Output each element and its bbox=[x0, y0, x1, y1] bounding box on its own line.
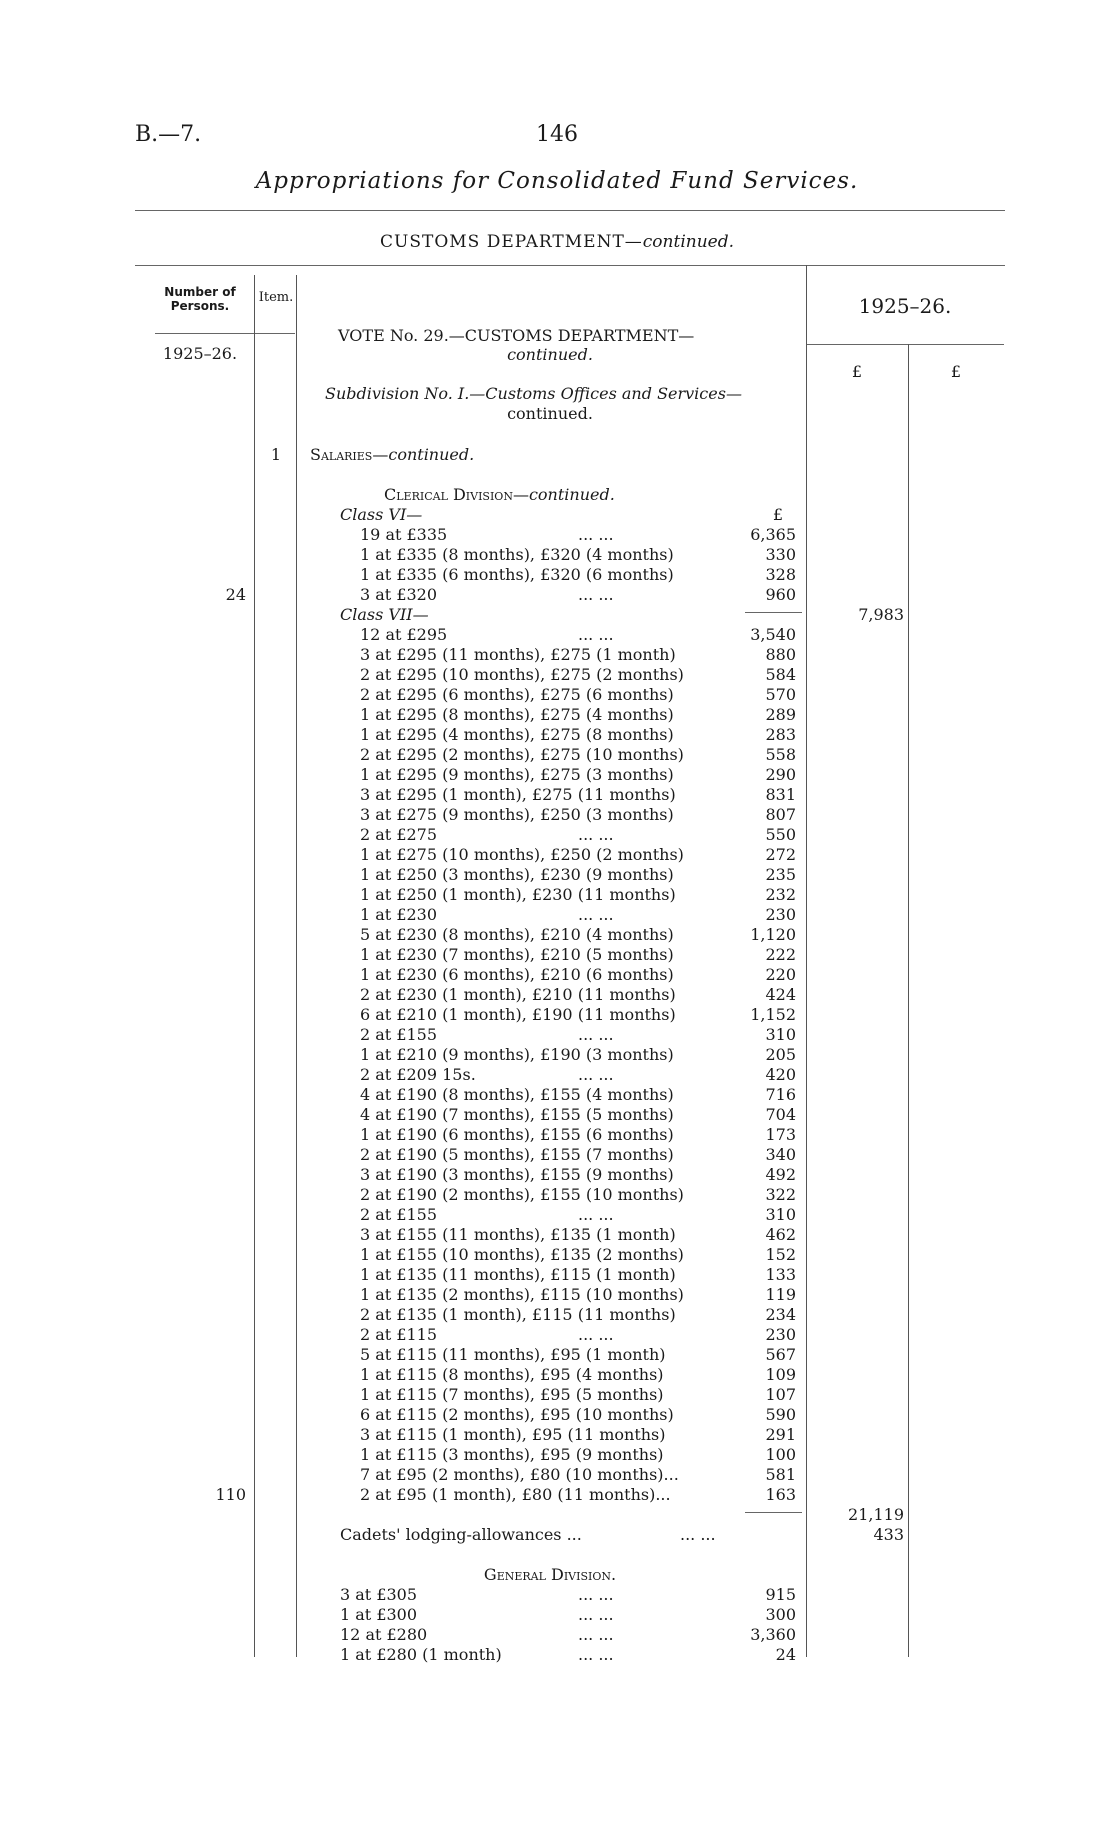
row-description: 2 at £209 15s. bbox=[360, 1065, 476, 1084]
salaries-heading bbox=[310, 445, 474, 464]
row-amount: 420 bbox=[765, 1065, 796, 1084]
table-row bbox=[0, 1165, 1114, 1185]
class-vii-persons: 110 bbox=[215, 1485, 246, 1504]
table-row bbox=[0, 1085, 1114, 1105]
table-row bbox=[0, 845, 1114, 865]
row-description: 6 at £210 (1 month), £190 (11 months) bbox=[360, 1005, 676, 1024]
row-leader-dots: ... ... bbox=[578, 1065, 614, 1084]
table-row bbox=[0, 965, 1114, 985]
table-row bbox=[0, 1125, 1114, 1145]
row-description: 2 at £190 (5 months), £155 (7 months) bbox=[360, 1145, 674, 1164]
row-description: 2 at £295 (10 months), £275 (2 months) bbox=[360, 665, 684, 684]
row-amount: 3,360 bbox=[750, 1625, 796, 1644]
table-top-rule bbox=[135, 265, 1005, 266]
table-row bbox=[0, 1585, 1114, 1605]
row-amount: 290 bbox=[765, 765, 796, 784]
class-vi-heading: Class VI— bbox=[340, 505, 423, 524]
table-row bbox=[0, 925, 1114, 945]
row-amount: 960 bbox=[765, 585, 796, 604]
page-title: Appropriations for Consolidated Fund Services. bbox=[255, 168, 859, 194]
row-amount: 716 bbox=[765, 1085, 796, 1104]
row-description: 1 at £155 (10 months), £135 (2 months) bbox=[360, 1245, 684, 1264]
department-heading bbox=[0, 232, 1114, 252]
table-row bbox=[0, 1365, 1114, 1385]
row-amount: 100 bbox=[765, 1445, 796, 1464]
table-row bbox=[0, 1445, 1114, 1465]
row-description: 3 at £155 (11 months), £135 (1 month) bbox=[360, 1225, 676, 1244]
row-description: 12 at £280 bbox=[340, 1625, 428, 1644]
row-description: 3 at £305 bbox=[340, 1585, 418, 1604]
row-leader-dots: ... ... bbox=[578, 1585, 614, 1604]
row-amount: 230 bbox=[765, 905, 796, 924]
class-vii-sum-rule bbox=[745, 1512, 802, 1513]
row-amount: 272 bbox=[765, 845, 796, 864]
row-amount: 24 bbox=[775, 1645, 796, 1664]
row-amount: 152 bbox=[765, 1245, 796, 1264]
persons-column-header: Number of Persons. bbox=[164, 285, 236, 313]
item-number: 1 bbox=[270, 445, 282, 464]
row-amount: 831 bbox=[765, 785, 796, 804]
table-row bbox=[0, 1005, 1114, 1025]
row-amount: 133 bbox=[765, 1265, 796, 1284]
table-row bbox=[0, 1605, 1114, 1625]
table-row bbox=[0, 1465, 1114, 1485]
row-amount: 581 bbox=[765, 1465, 796, 1484]
subdivision-heading-cont: continued. bbox=[507, 404, 593, 423]
clerical-cont: continued. bbox=[528, 485, 615, 504]
row-amount: 234 bbox=[765, 1305, 796, 1324]
row-description: 1 at £250 (1 month), £230 (11 months) bbox=[360, 885, 676, 904]
row-description: 1 at £300 bbox=[340, 1605, 418, 1624]
row-description: 2 at £190 (2 months), £155 (10 months) bbox=[360, 1185, 684, 1204]
row-description: 1 at £135 (2 months), £115 (10 months) bbox=[360, 1285, 684, 1304]
table-row bbox=[0, 1305, 1114, 1325]
row-leader-dots: ... ... bbox=[578, 1625, 614, 1644]
table-row bbox=[0, 1385, 1114, 1405]
row-leader-dots: ... ... bbox=[578, 525, 614, 544]
row-description: 5 at £230 (8 months), £210 (4 months) bbox=[360, 925, 674, 944]
row-amount: 567 bbox=[765, 1345, 796, 1364]
row-amount: 1,120 bbox=[750, 925, 796, 944]
vote-heading: VOTE No. 29.—CUSTOMS DEPARTMENT— bbox=[338, 326, 695, 345]
table-row bbox=[0, 1325, 1114, 1345]
row-description: 4 at £190 (7 months), £155 (5 months) bbox=[360, 1105, 674, 1124]
row-description: 5 at £115 (11 months), £95 (1 month) bbox=[360, 1345, 666, 1364]
row-description: 3 at £275 (9 months), £250 (3 months) bbox=[360, 805, 674, 824]
row-description: 12 at £295 bbox=[360, 625, 448, 644]
row-description: 1 at £295 (9 months), £275 (3 months) bbox=[360, 765, 674, 784]
row-description: 3 at £190 (3 months), £155 (9 months) bbox=[360, 1165, 674, 1184]
row-amount: 328 bbox=[765, 565, 796, 584]
row-description: 3 at £320 bbox=[360, 585, 438, 604]
row-amount: 173 bbox=[765, 1125, 796, 1144]
row-description: 2 at £295 (2 months), £275 (10 months) bbox=[360, 745, 684, 764]
table-row bbox=[0, 1425, 1114, 1445]
row-description: 1 at £115 (3 months), £95 (9 months) bbox=[360, 1445, 664, 1464]
table-row bbox=[0, 1025, 1114, 1045]
table-row bbox=[0, 745, 1114, 765]
row-amount: 915 bbox=[765, 1585, 796, 1604]
row-amount: 558 bbox=[765, 745, 796, 764]
row-description: 2 at £155 bbox=[360, 1025, 438, 1044]
row-description: 2 at £155 bbox=[360, 1205, 438, 1224]
cadets-label: Cadets' lodging-allowances ... bbox=[340, 1525, 582, 1544]
table-row bbox=[0, 565, 1114, 585]
row-description: 1 at £230 bbox=[360, 905, 438, 924]
persons-year-header: 1925–26. bbox=[162, 344, 238, 363]
row-description: 7 at £95 (2 months), £80 (10 months)... bbox=[360, 1465, 679, 1484]
row-description: 1 at £210 (9 months), £190 (3 months) bbox=[360, 1045, 674, 1064]
department-heading-main: CUSTOMS DEPARTMENT— bbox=[380, 232, 643, 252]
row-description: 1 at £335 (6 months), £320 (6 months) bbox=[360, 565, 674, 584]
table-row bbox=[0, 1245, 1114, 1265]
row-leader-dots: ... ... bbox=[578, 1605, 614, 1624]
table-row bbox=[0, 1285, 1114, 1305]
table-row bbox=[0, 825, 1114, 845]
clerical-label: Clerical Division— bbox=[384, 485, 529, 504]
table-row bbox=[0, 545, 1114, 565]
row-amount: 107 bbox=[765, 1385, 796, 1404]
row-amount: 283 bbox=[765, 725, 796, 744]
cadets-total: 433 bbox=[873, 1525, 904, 1544]
row-amount: 289 bbox=[765, 705, 796, 724]
year-column-header: 1925–26. bbox=[858, 294, 952, 318]
table-row bbox=[0, 665, 1114, 685]
row-amount: 1,152 bbox=[750, 1005, 796, 1024]
table-row bbox=[0, 725, 1114, 745]
row-description: 2 at £295 (6 months), £275 (6 months) bbox=[360, 685, 674, 704]
row-amount: 424 bbox=[765, 985, 796, 1004]
row-amount: 492 bbox=[765, 1165, 796, 1184]
row-description: 1 at £190 (6 months), £155 (6 months) bbox=[360, 1125, 674, 1144]
class-vi-sum-rule bbox=[745, 612, 802, 613]
table-row bbox=[0, 1405, 1114, 1425]
row-amount: 807 bbox=[765, 805, 796, 824]
item-column-header: Item. bbox=[258, 290, 294, 305]
table-row bbox=[0, 1105, 1114, 1125]
row-description: 1 at £230 (7 months), £210 (5 months) bbox=[360, 945, 674, 964]
table-row bbox=[0, 645, 1114, 665]
table-row bbox=[0, 1045, 1114, 1065]
row-amount: 6,365 bbox=[750, 525, 796, 544]
document-reference: B.—7. bbox=[135, 122, 202, 147]
row-amount: 205 bbox=[765, 1045, 796, 1064]
row-amount: 3,540 bbox=[750, 625, 796, 644]
table-row bbox=[0, 1065, 1114, 1085]
row-description: 3 at £295 (11 months), £275 (1 month) bbox=[360, 645, 676, 664]
row-description: 2 at £135 (1 month), £115 (11 months) bbox=[360, 1305, 676, 1324]
table-row bbox=[0, 1645, 1114, 1665]
row-description: 4 at £190 (8 months), £155 (4 months) bbox=[360, 1085, 674, 1104]
row-amount: 235 bbox=[765, 865, 796, 884]
table-row bbox=[0, 1345, 1114, 1365]
class-vi-pound: £ bbox=[772, 505, 784, 524]
row-description: 2 at £275 bbox=[360, 825, 438, 844]
row-description: 3 at £295 (1 month), £275 (11 months) bbox=[360, 785, 676, 804]
row-leader-dots: ... ... bbox=[578, 585, 614, 604]
row-amount: 570 bbox=[765, 685, 796, 704]
row-amount: 310 bbox=[765, 1205, 796, 1224]
row-description: 19 at £335 bbox=[360, 525, 448, 544]
salaries-cont: continued. bbox=[388, 445, 475, 464]
table-row bbox=[0, 1185, 1114, 1205]
class-vi-total: 7,983 bbox=[858, 605, 904, 624]
class-vii-heading: Class VII— bbox=[340, 605, 429, 624]
vote-heading-cont: continued. bbox=[507, 345, 593, 364]
row-description: 1 at £250 (3 months), £230 (9 months) bbox=[360, 865, 674, 884]
page-number: 146 bbox=[536, 122, 578, 147]
table-row bbox=[0, 805, 1114, 825]
table-row bbox=[0, 1145, 1114, 1165]
table-row bbox=[0, 905, 1114, 925]
pound-column-header-2: £ bbox=[950, 362, 962, 381]
clerical-division-heading bbox=[384, 485, 615, 504]
row-amount: 310 bbox=[765, 1025, 796, 1044]
table-row bbox=[0, 705, 1114, 725]
row-amount: 550 bbox=[765, 825, 796, 844]
row-amount: 163 bbox=[765, 1485, 796, 1504]
row-leader-dots: ... ... bbox=[578, 625, 614, 644]
row-amount: 584 bbox=[765, 665, 796, 684]
table-row bbox=[0, 685, 1114, 705]
row-amount: 322 bbox=[765, 1185, 796, 1204]
row-leader-dots: ... ... bbox=[578, 825, 614, 844]
title-rule bbox=[135, 210, 1005, 211]
table-row bbox=[0, 945, 1114, 965]
row-amount: 704 bbox=[765, 1105, 796, 1124]
table-row bbox=[0, 1205, 1114, 1225]
row-amount: 880 bbox=[765, 645, 796, 664]
row-description: 2 at £95 (1 month), £80 (11 months)... bbox=[360, 1485, 671, 1504]
row-amount: 291 bbox=[765, 1425, 796, 1444]
row-description: 3 at £115 (1 month), £95 (11 months) bbox=[360, 1425, 666, 1444]
table-row bbox=[0, 525, 1114, 545]
row-amount: 220 bbox=[765, 965, 796, 984]
table-row bbox=[0, 785, 1114, 805]
class-vii-total: 21,119 bbox=[848, 1505, 904, 1524]
row-description: 1 at £280 (1 month) bbox=[340, 1645, 502, 1664]
table-row bbox=[0, 865, 1114, 885]
row-description: 1 at £275 (10 months), £250 (2 months) bbox=[360, 845, 684, 864]
row-description: 1 at £295 (4 months), £275 (8 months) bbox=[360, 725, 674, 744]
table-row bbox=[0, 1225, 1114, 1245]
row-leader-dots: ... ... bbox=[578, 905, 614, 924]
table-row bbox=[0, 885, 1114, 905]
table-row bbox=[0, 1265, 1114, 1285]
table-row bbox=[0, 625, 1114, 645]
subdivision-heading: Subdivision No. I.—Customs Offices and Services— bbox=[325, 384, 742, 403]
row-description: 1 at £230 (6 months), £210 (6 months) bbox=[360, 965, 674, 984]
table-row bbox=[0, 1625, 1114, 1645]
department-heading-cont: continued. bbox=[642, 232, 734, 252]
row-amount: 119 bbox=[765, 1285, 796, 1304]
general-division-heading: General Division. bbox=[483, 1565, 617, 1584]
row-amount: 232 bbox=[765, 885, 796, 904]
row-amount: 230 bbox=[765, 1325, 796, 1344]
salaries-label: Salaries— bbox=[310, 445, 389, 464]
table-row bbox=[0, 765, 1114, 785]
row-description: 1 at £135 (11 months), £115 (1 month) bbox=[360, 1265, 676, 1284]
row-amount: 590 bbox=[765, 1405, 796, 1424]
class-vi-persons: 24 bbox=[225, 585, 246, 604]
row-description: 1 at £295 (8 months), £275 (4 months) bbox=[360, 705, 674, 724]
row-description: 1 at £115 (7 months), £95 (5 months) bbox=[360, 1385, 664, 1404]
row-description: 6 at £115 (2 months), £95 (10 months) bbox=[360, 1405, 674, 1424]
row-description: 1 at £335 (8 months), £320 (4 months) bbox=[360, 545, 674, 564]
row-description: 2 at £115 bbox=[360, 1325, 438, 1344]
row-amount: 300 bbox=[765, 1605, 796, 1624]
row-leader-dots: ... ... bbox=[578, 1205, 614, 1224]
cadets-dots: ... ... bbox=[680, 1525, 716, 1544]
row-leader-dots: ... ... bbox=[578, 1025, 614, 1044]
row-amount: 462 bbox=[765, 1225, 796, 1244]
row-amount: 330 bbox=[765, 545, 796, 564]
table-row bbox=[0, 985, 1114, 1005]
row-amount: 222 bbox=[765, 945, 796, 964]
persons-header-rule bbox=[155, 333, 295, 334]
pound-column-header-1: £ bbox=[851, 362, 863, 381]
row-leader-dots: ... ... bbox=[578, 1645, 614, 1664]
row-amount: 340 bbox=[765, 1145, 796, 1164]
row-amount: 109 bbox=[765, 1365, 796, 1384]
row-leader-dots: ... ... bbox=[578, 1325, 614, 1344]
row-description: 1 at £115 (8 months), £95 (4 months) bbox=[360, 1365, 664, 1384]
row-description: 2 at £230 (1 month), £210 (11 months) bbox=[360, 985, 676, 1004]
year-header-rule bbox=[806, 344, 1004, 345]
